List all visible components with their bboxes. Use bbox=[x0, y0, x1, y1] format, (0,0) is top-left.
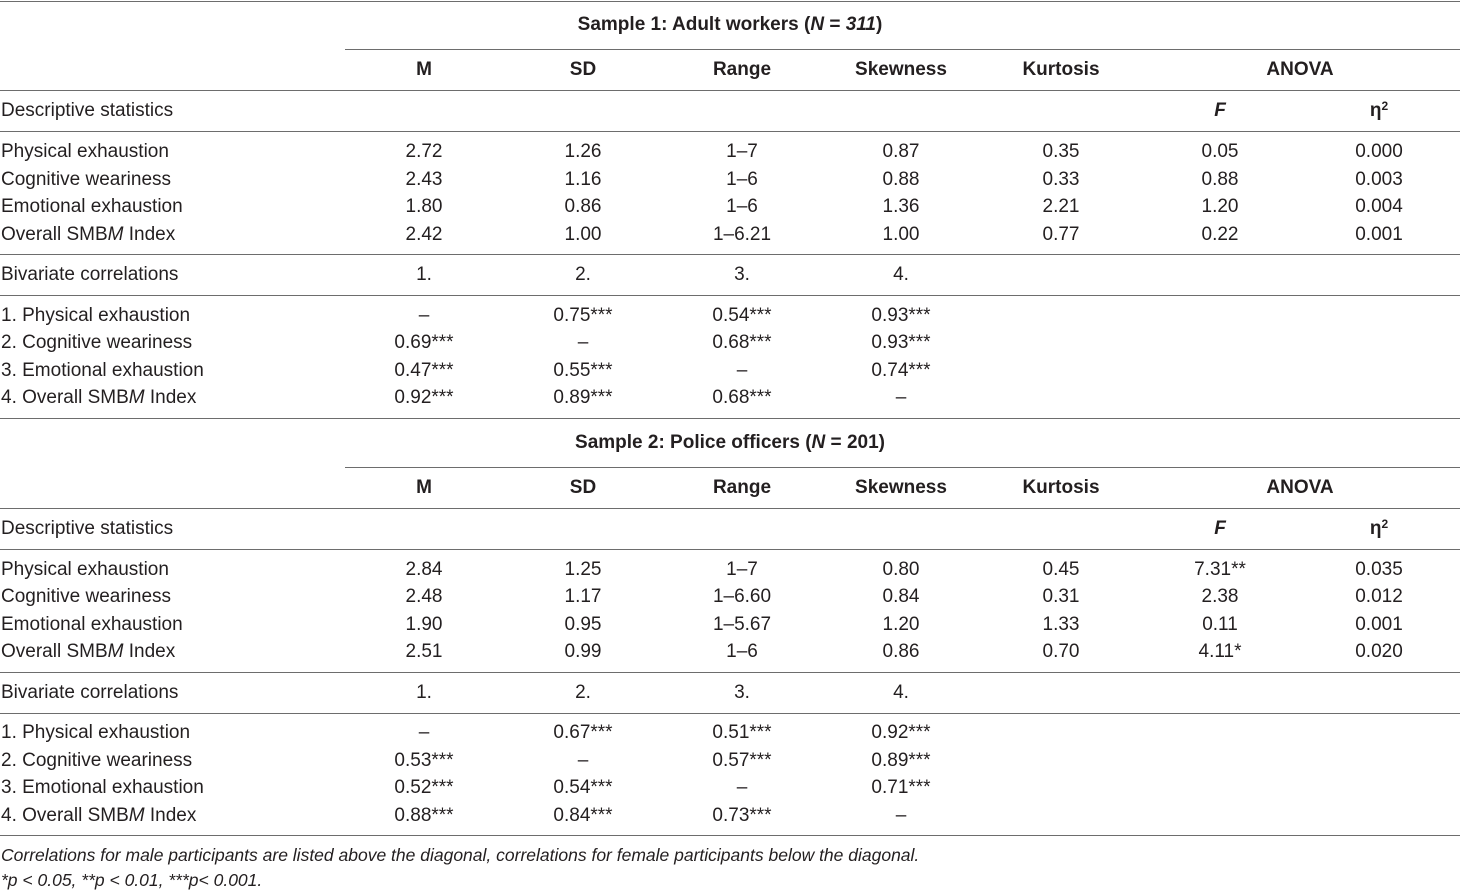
row-label: 4. Overall SMBM Index bbox=[1, 805, 197, 826]
sample-1-descriptive-header bbox=[0, 97, 1460, 124]
bivariate-label: Bivariate correlations bbox=[1, 682, 179, 703]
cell-c1: 0.52*** bbox=[394, 777, 454, 798]
row-label: 2. Cognitive weariness bbox=[1, 750, 193, 771]
cell-skewness: 0.88 bbox=[882, 169, 920, 190]
cell-skewness: 1.36 bbox=[882, 196, 920, 217]
cell-range: 1–6 bbox=[726, 196, 758, 217]
cell-c1: – bbox=[418, 722, 430, 743]
col-range: Range bbox=[712, 59, 772, 80]
correlation-row bbox=[0, 384, 1460, 411]
row-label: 2. Cognitive weariness bbox=[1, 332, 193, 353]
corr-col-1: 1. bbox=[416, 682, 432, 703]
correlation-row bbox=[0, 357, 1460, 384]
sample-2-column-header-row bbox=[0, 474, 1460, 501]
top-rule bbox=[0, 1, 1460, 2]
col-sd: SD bbox=[569, 59, 597, 80]
cell-kurtosis: 0.33 bbox=[1042, 169, 1080, 190]
cell-c1: 0.92*** bbox=[394, 387, 454, 408]
sample-1-title: Sample 1: Adult workers (N = 311) bbox=[577, 14, 883, 35]
cell-c1: 0.47*** bbox=[394, 360, 454, 381]
row-label: Cognitive weariness bbox=[1, 169, 172, 190]
sample-2-title-rule bbox=[345, 467, 1460, 468]
cell-m: 1.80 bbox=[405, 196, 443, 217]
cell-m: 2.72 bbox=[405, 141, 443, 162]
cell-eta: 0.001 bbox=[1355, 224, 1403, 245]
cell-m: 1.90 bbox=[405, 614, 443, 635]
cell-c3: 0.68*** bbox=[712, 332, 772, 353]
cell-f: 7.31** bbox=[1194, 559, 1246, 580]
rule bbox=[0, 672, 1460, 673]
row-label: Physical exhaustion bbox=[1, 141, 169, 162]
cell-m: 2.51 bbox=[405, 641, 443, 662]
col-skewness: Skewness bbox=[855, 59, 947, 80]
col-anova: ANOVA bbox=[1266, 59, 1334, 80]
cell-sd: 1.26 bbox=[564, 141, 602, 162]
cell-c1: 0.88*** bbox=[394, 805, 454, 826]
cell-range: 1–6 bbox=[726, 169, 758, 190]
cell-kurtosis: 0.35 bbox=[1042, 141, 1080, 162]
descriptive-label: Descriptive statistics bbox=[1, 100, 174, 121]
col-m: M bbox=[416, 477, 432, 498]
cell-sd: 1.25 bbox=[564, 559, 602, 580]
cell-f: 0.11 bbox=[1202, 614, 1238, 635]
cell-range: 1–6.21 bbox=[712, 224, 772, 245]
cell-range: 1–7 bbox=[726, 141, 758, 162]
cell-kurtosis: 0.77 bbox=[1042, 224, 1080, 245]
rule bbox=[0, 254, 1460, 255]
cell-f: 0.88 bbox=[1201, 169, 1239, 190]
sample-2-title: Sample 2: Police officers (N = 201) bbox=[575, 432, 885, 453]
col-kurtosis: Kurtosis bbox=[1022, 477, 1100, 498]
row-label: Overall SMBM Index bbox=[1, 641, 176, 662]
col-kurtosis: Kurtosis bbox=[1022, 59, 1100, 80]
cell-c4: 0.93*** bbox=[871, 305, 931, 326]
cell-c1: 0.69*** bbox=[394, 332, 454, 353]
cell-skewness: 1.20 bbox=[882, 614, 920, 635]
row-label: Emotional exhaustion bbox=[1, 614, 183, 635]
cell-c3: 0.57*** bbox=[712, 750, 772, 771]
table-row bbox=[0, 166, 1460, 193]
cell-kurtosis: 0.70 bbox=[1042, 641, 1080, 662]
cell-f: 2.38 bbox=[1201, 586, 1239, 607]
corr-col-4: 4. bbox=[893, 264, 909, 285]
cell-skewness: 0.86 bbox=[882, 641, 920, 662]
correlation-row bbox=[0, 329, 1460, 356]
cell-c2: 0.89*** bbox=[553, 387, 613, 408]
footnote-diagonal: Correlations for male participants are listed above the diagonal, correlations for female participants below the diagonal. bbox=[1, 845, 920, 865]
cell-c3: 0.73*** bbox=[712, 805, 772, 826]
cell-c4: – bbox=[895, 805, 907, 826]
table-row bbox=[0, 193, 1460, 220]
cell-c4: 0.89*** bbox=[871, 750, 931, 771]
col-anova: ANOVA bbox=[1266, 477, 1334, 498]
cell-sd: 1.00 bbox=[564, 224, 602, 245]
cell-eta: 0.001 bbox=[1355, 614, 1403, 635]
bottom-rule bbox=[0, 835, 1460, 836]
rule bbox=[0, 713, 1460, 714]
cell-range: 1–5.67 bbox=[712, 614, 772, 635]
row-label: 4. Overall SMBM Index bbox=[1, 387, 197, 408]
cell-c3: – bbox=[736, 360, 748, 381]
corr-col-1: 1. bbox=[416, 264, 432, 285]
footnote-significance: *p < 0.05, **p < 0.01, ***p< 0.001. bbox=[1, 870, 263, 890]
cell-sd: 0.95 bbox=[564, 614, 602, 635]
cell-m: 2.42 bbox=[405, 224, 443, 245]
cell-sd: 1.16 bbox=[564, 169, 602, 190]
cell-kurtosis: 0.31 bbox=[1042, 586, 1080, 607]
cell-c2: 0.75*** bbox=[553, 305, 613, 326]
cell-c2: 0.84*** bbox=[553, 805, 613, 826]
rule bbox=[0, 418, 1460, 419]
col-sd: SD bbox=[569, 477, 597, 498]
table-row bbox=[0, 611, 1460, 638]
cell-eta: 0.012 bbox=[1355, 586, 1403, 607]
row-label: 3. Emotional exhaustion bbox=[1, 360, 204, 381]
cell-skewness: 1.00 bbox=[882, 224, 920, 245]
correlation-row bbox=[0, 774, 1460, 801]
sample-1-title-rule bbox=[345, 49, 1460, 50]
cell-c3: 0.54*** bbox=[712, 305, 772, 326]
correlation-row bbox=[0, 719, 1460, 746]
row-label: 3. Emotional exhaustion bbox=[1, 777, 204, 798]
cell-c1: – bbox=[418, 305, 430, 326]
sample-2-bivariate-header bbox=[0, 679, 1460, 706]
cell-kurtosis: 0.45 bbox=[1042, 559, 1080, 580]
col-eta-squared: $\eta^2$ bbox=[1369, 517, 1389, 539]
row-label: Emotional exhaustion bbox=[1, 196, 183, 217]
cell-c2: – bbox=[577, 750, 589, 771]
cell-c4: 0.92*** bbox=[871, 722, 931, 743]
cell-c4: 0.93*** bbox=[871, 332, 931, 353]
cell-eta: 0.004 bbox=[1355, 196, 1403, 217]
cell-c2: 0.55*** bbox=[553, 360, 613, 381]
cell-eta: 0.003 bbox=[1355, 169, 1403, 190]
row-label: 1. Physical exhaustion bbox=[1, 722, 191, 743]
cell-sd: 0.86 bbox=[564, 196, 602, 217]
cell-c4: 0.71*** bbox=[871, 777, 931, 798]
cell-c2: – bbox=[577, 332, 589, 353]
cell-c3: – bbox=[736, 777, 748, 798]
cell-range: 1–6 bbox=[726, 641, 758, 662]
cell-f: 0.05 bbox=[1201, 141, 1239, 162]
correlation-row bbox=[0, 802, 1460, 829]
correlation-row bbox=[0, 747, 1460, 774]
cell-eta: 0.000 bbox=[1355, 141, 1403, 162]
cell-range: 1–7 bbox=[726, 559, 758, 580]
corr-col-3: 3. bbox=[734, 264, 750, 285]
cell-sd: 0.99 bbox=[564, 641, 602, 662]
cell-m: 2.48 bbox=[405, 586, 443, 607]
cell-skewness: 0.84 bbox=[882, 586, 920, 607]
cell-m: 2.43 bbox=[405, 169, 443, 190]
cell-kurtosis: 1.33 bbox=[1042, 614, 1080, 635]
bivariate-label: Bivariate correlations bbox=[1, 264, 179, 285]
rule bbox=[0, 508, 1460, 509]
cell-eta: 0.035 bbox=[1355, 559, 1403, 580]
corr-col-4: 4. bbox=[893, 682, 909, 703]
cell-c3: 0.68*** bbox=[712, 387, 772, 408]
col-m: M bbox=[416, 59, 432, 80]
col-eta-squared: $\eta^2$ bbox=[1369, 99, 1389, 121]
descriptive-label: Descriptive statistics bbox=[1, 518, 174, 539]
col-f: F bbox=[1214, 518, 1226, 539]
table-row bbox=[0, 138, 1460, 165]
col-range: Range bbox=[712, 477, 772, 498]
cell-skewness: 0.80 bbox=[882, 559, 920, 580]
corr-col-3: 3. bbox=[734, 682, 750, 703]
table-row bbox=[0, 638, 1460, 665]
table-row bbox=[0, 556, 1460, 583]
cell-c1: 0.53*** bbox=[394, 750, 454, 771]
cell-sd: 1.17 bbox=[564, 586, 602, 607]
col-skewness: Skewness bbox=[855, 477, 947, 498]
cell-c2: 0.54*** bbox=[553, 777, 613, 798]
cell-c4: 0.74*** bbox=[871, 360, 931, 381]
cell-f: 1.20 bbox=[1201, 196, 1239, 217]
sample-2-descriptive-header bbox=[0, 515, 1460, 542]
cell-m: 2.84 bbox=[405, 559, 443, 580]
rule bbox=[0, 131, 1460, 132]
row-label: 1. Physical exhaustion bbox=[1, 305, 191, 326]
table-row bbox=[0, 583, 1460, 610]
rule bbox=[0, 295, 1460, 296]
table-row bbox=[0, 221, 1460, 248]
cell-c3: 0.51*** bbox=[712, 722, 772, 743]
cell-eta: 0.020 bbox=[1355, 641, 1403, 662]
row-label: Physical exhaustion bbox=[1, 559, 169, 580]
rule bbox=[0, 90, 1460, 91]
cell-c2: 0.67*** bbox=[553, 722, 613, 743]
cell-range: 1–6.60 bbox=[712, 586, 772, 607]
corr-col-2: 2. bbox=[575, 682, 591, 703]
correlation-row bbox=[0, 302, 1460, 329]
row-label: Cognitive weariness bbox=[1, 586, 172, 607]
rule bbox=[0, 549, 1460, 550]
cell-f: 4.11* bbox=[1198, 641, 1242, 662]
row-label: Overall SMBM Index bbox=[1, 224, 176, 245]
col-f: F bbox=[1214, 100, 1226, 121]
corr-col-2: 2. bbox=[575, 264, 591, 285]
cell-f: 0.22 bbox=[1201, 224, 1239, 245]
cell-c4: – bbox=[895, 387, 907, 408]
sample-1-bivariate-header bbox=[0, 261, 1460, 288]
cell-skewness: 0.87 bbox=[882, 141, 920, 162]
sample-1-column-header-row bbox=[0, 56, 1460, 83]
cell-kurtosis: 2.21 bbox=[1042, 196, 1080, 217]
